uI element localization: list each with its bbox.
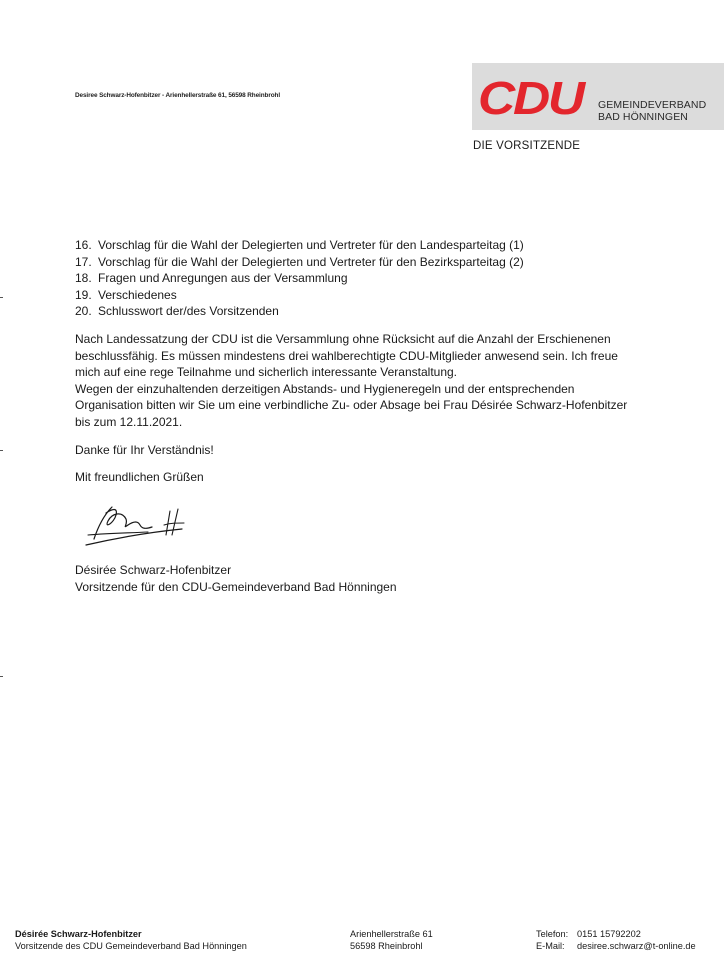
agenda-item-number: 19. <box>75 287 92 302</box>
agenda-item-text: Schlusswort der/des Vorsitzenden <box>98 304 279 319</box>
logo-org-name <box>598 99 706 123</box>
cdu-logo <box>472 63 724 130</box>
agenda-item-text: Verschiedenes <box>98 287 177 302</box>
thanks-line: Danke für Ihr Verständnis! <box>75 442 214 457</box>
signer-title: Vorsitzende für den CDU-Gemeindeverband Bad Hönningen <box>75 579 397 594</box>
footer-email-label: E-Mail: <box>536 941 565 951</box>
signer-block <box>75 562 397 595</box>
body-line: beschlussfähig. Es müssen mindestens drei wahlberechtigte CDU-Mitglieder anwesend sein. Ich freue <box>75 348 618 363</box>
signer-name: Désirée Schwarz-Hofenbitzer <box>75 563 232 577</box>
footer-contact <box>536 928 696 952</box>
footer-org: Vorsitzende des CDU Gemeindeverband Bad Hönningen <box>15 941 247 951</box>
body-paragraph <box>75 331 645 431</box>
cdu-logo-mark: CDU <box>478 72 583 124</box>
footer-phone-row <box>536 928 696 940</box>
footer-street: Arienhellerstraße 61 <box>350 929 433 939</box>
agenda-item <box>75 303 645 320</box>
body-line: Nach Landessatzung der CDU ist die Versammlung ohne Rücksicht auf die Anzahl der Erschienenen <box>75 331 611 346</box>
handwritten-signature <box>82 499 192 551</box>
agenda-item-number: 17. <box>75 254 92 269</box>
body-line: Wegen der einzuhaltenden derzeitigen Abstands- und Hygieneregeln und der entsprechenden <box>75 381 575 396</box>
agenda-item-number: 18. <box>75 271 92 286</box>
logo-line-2: BAD HÖNNINGEN <box>598 111 688 123</box>
body-line: Organisation bitten wir Sie um eine verbindliche Zu- oder Absage bei Frau Désirée Schwarz-Hofenbitzer <box>75 398 628 413</box>
agenda-item-text: Vorschlag für die Wahl der Delegierten und Vertreter für den Bezirksparteitag (2) <box>98 254 524 269</box>
agenda-item <box>75 270 645 287</box>
agenda-item <box>75 287 645 304</box>
footer-sender <box>15 928 247 952</box>
agenda-item-text: Fragen und Anregungen aus der Versammlung <box>98 271 348 286</box>
body-line: bis zum 12.11.2021. <box>75 414 183 429</box>
agenda-item <box>75 237 645 254</box>
agenda-list <box>75 237 645 320</box>
footer-address <box>350 928 433 952</box>
sender-address-line: Desiree Schwarz-Hofenbitzer - Arienhellerstraße 61, 56598 Rheinbrohl <box>75 92 280 99</box>
footer-phone: 0151 15792202 <box>577 929 641 939</box>
sender-role: DIE VORSITZENDE <box>473 140 581 152</box>
fold-mark <box>0 297 3 298</box>
logo-line-1: GEMEINDEVERBAND <box>598 99 707 111</box>
footer-email-row <box>536 940 696 952</box>
closing-greeting: Mit freundlichen Grüßen <box>75 470 204 485</box>
agenda-item-number: 20. <box>75 304 92 319</box>
agenda-item <box>75 254 645 271</box>
footer-name: Désirée Schwarz-Hofenbitzer <box>15 929 142 939</box>
footer-email: desiree.schwarz@t-online.de <box>577 941 696 951</box>
agenda-item-text: Vorschlag für die Wahl der Delegierten und Vertreter für den Landesparteitag (1) <box>98 238 524 252</box>
fold-mark <box>0 676 3 677</box>
punch-mark <box>0 450 3 451</box>
letter-body <box>75 237 645 486</box>
footer-phone-label: Telefon: <box>536 929 569 939</box>
footer-city: 56598 Rheinbrohl <box>350 941 423 951</box>
body-line: mich auf eine rege Teilnahme und sicherlich interessante Veranstaltung. <box>75 365 458 380</box>
agenda-item-number: 16. <box>75 238 92 252</box>
